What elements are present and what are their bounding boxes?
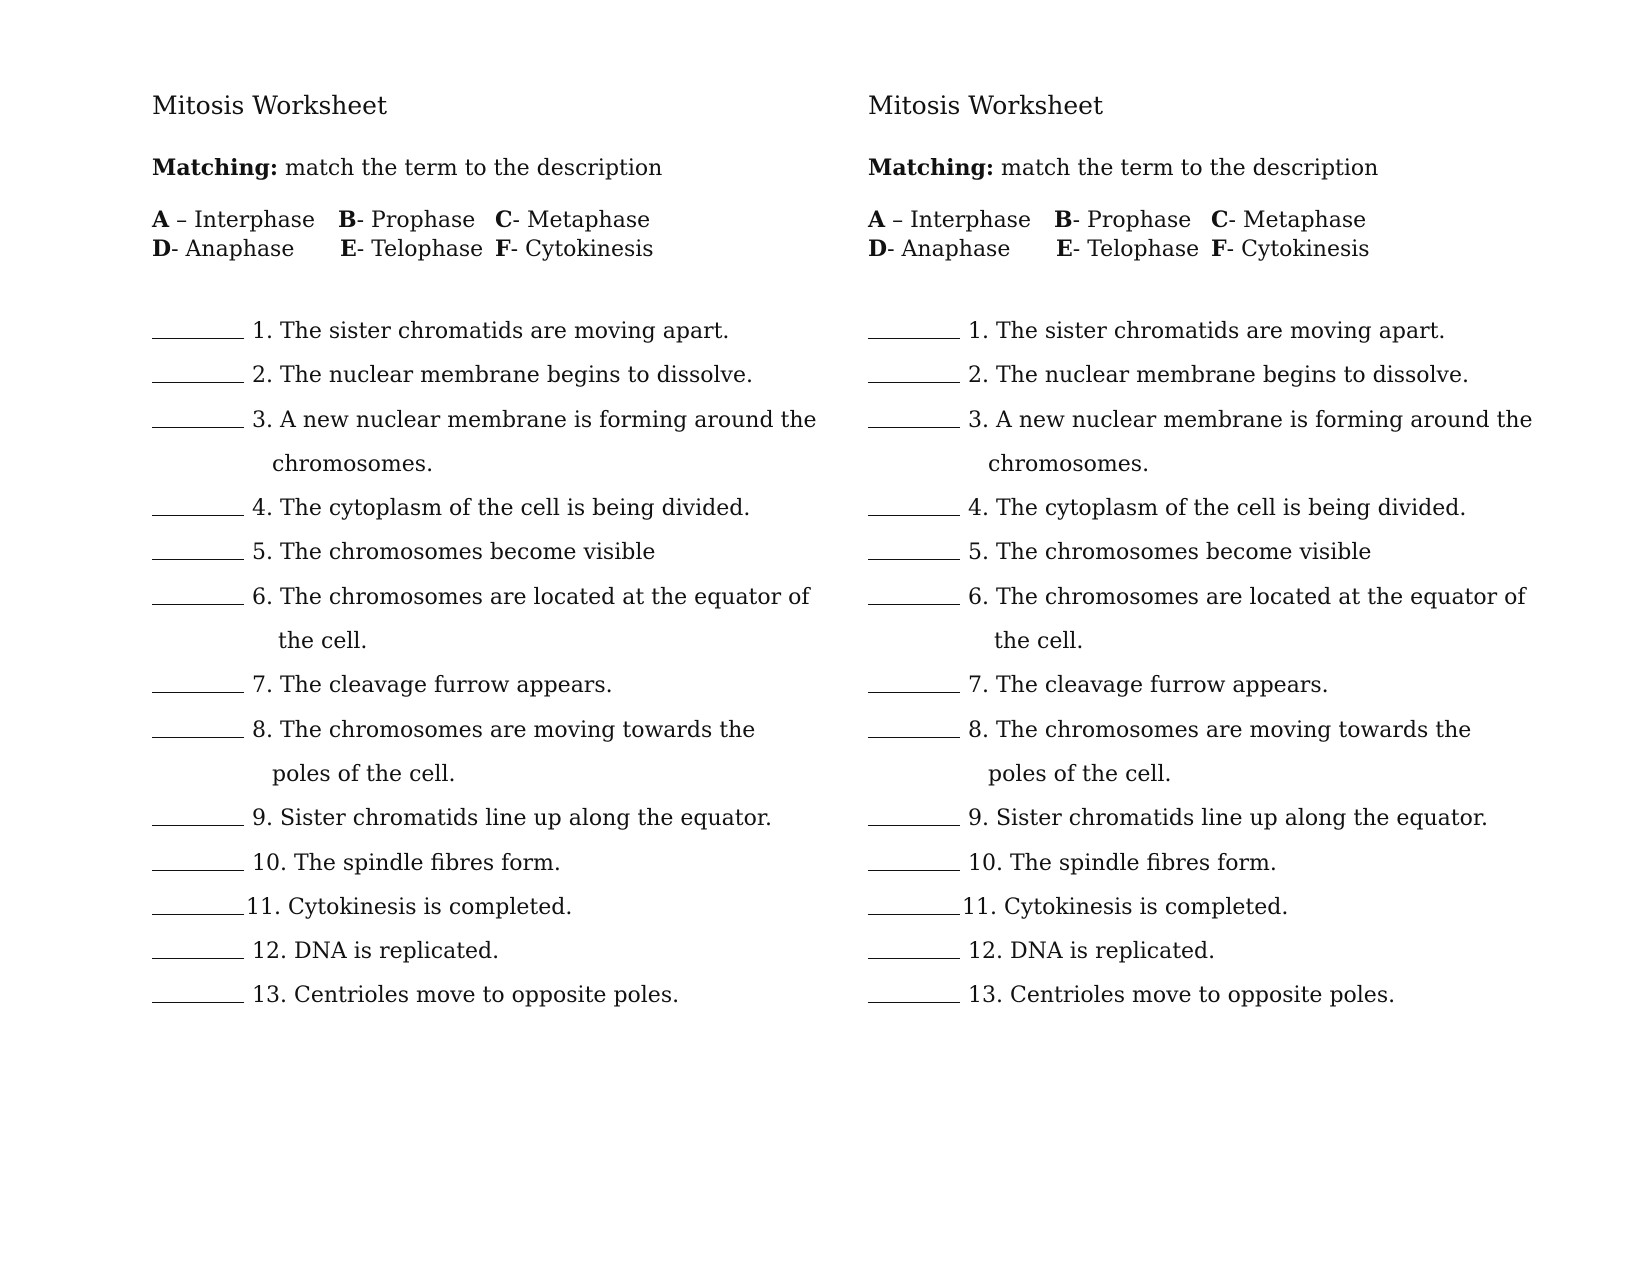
question-text: 13. Centrioles move to opposite poles.	[252, 983, 680, 1009]
answer-blank[interactable]	[152, 691, 244, 693]
term-separator: -	[171, 237, 186, 262]
instructions-text: match the term to the description	[278, 156, 663, 181]
question-item	[152, 354, 792, 398]
question-item	[868, 399, 1533, 443]
term-letter: F	[1211, 236, 1227, 262]
terms-row	[868, 206, 1508, 235]
worksheet-title: Mitosis Worksheet	[868, 91, 1104, 120]
question-text: 9. Sister chromatids line up along the equator.	[252, 806, 772, 832]
question-text: 7. The cleavage furrow appears.	[968, 673, 1329, 699]
question-text: 10. The spindle fibres form.	[968, 850, 1277, 876]
question-list	[868, 310, 1533, 1019]
question-text: 8. The chromosomes are moving towards the	[968, 717, 1472, 743]
answer-blank[interactable]	[868, 957, 960, 959]
term-name: Prophase	[371, 208, 476, 233]
question-text: 12. DNA is replicated.	[968, 939, 1216, 965]
question-item	[868, 886, 1508, 930]
question-text: 2. The nuclear membrane begins to dissolve.	[252, 363, 753, 389]
question-text: 11. Cytokinesis is completed.	[962, 894, 1289, 920]
answer-blank[interactable]	[152, 736, 244, 738]
term-separator: -	[1072, 208, 1088, 233]
term-anaphase	[152, 235, 294, 264]
instructions	[152, 152, 792, 184]
answer-blank[interactable]	[868, 426, 960, 428]
answer-blank[interactable]	[868, 337, 960, 339]
question-item	[152, 930, 792, 974]
question-item	[868, 797, 1508, 841]
question-continuation: the cell.	[278, 629, 368, 655]
answer-blank[interactable]	[152, 337, 244, 339]
question-item	[868, 531, 1508, 575]
question-text: 6. The chromosomes are located at the equator of	[968, 584, 1526, 610]
term-letter: B	[1054, 207, 1073, 233]
answer-blank[interactable]	[152, 514, 244, 516]
term-telophase	[1056, 235, 1199, 264]
answer-blank[interactable]	[868, 869, 960, 871]
term-separator: –	[885, 208, 911, 233]
question-continuation: poles of the cell.	[988, 761, 1172, 787]
term-letter: D	[868, 236, 888, 262]
terms-row	[152, 235, 792, 264]
worksheet-title: Mitosis Worksheet	[152, 91, 388, 120]
instructions-text: match the term to the description	[994, 156, 1379, 181]
question-text: 7. The cleavage furrow appears.	[252, 673, 613, 699]
term-interphase	[868, 206, 1031, 235]
question-text: 11. Cytokinesis is completed.	[246, 894, 573, 920]
term-letter: F	[495, 236, 511, 262]
question-item	[152, 842, 792, 886]
question-item	[152, 797, 792, 841]
term-name: Telophase	[1087, 237, 1200, 262]
term-separator: -	[356, 237, 372, 262]
term-name: Anaphase	[901, 237, 1011, 262]
term-anaphase	[868, 235, 1010, 264]
question-text: 8. The chromosomes are moving towards the	[252, 717, 756, 743]
terms-key	[868, 206, 1508, 264]
term-cytokinesis	[495, 235, 654, 264]
term-separator: –	[169, 208, 195, 233]
answer-blank[interactable]	[868, 824, 960, 826]
question-text: 2. The nuclear membrane begins to dissolve.	[968, 363, 1469, 389]
term-prophase	[338, 206, 475, 235]
question-text: 12. DNA is replicated.	[252, 939, 500, 965]
term-letter: B	[338, 207, 357, 233]
question-text: 5. The chromosomes become visible	[252, 540, 656, 566]
question-item	[868, 842, 1508, 886]
question-continuation: poles of the cell.	[272, 761, 456, 787]
answer-blank[interactable]	[152, 558, 244, 560]
answer-blank[interactable]	[868, 514, 960, 516]
term-separator: -	[512, 208, 527, 233]
question-item	[868, 974, 1508, 1018]
instructions-label: Matching:	[868, 155, 995, 181]
term-letter: C	[1211, 207, 1229, 233]
question-text: 6. The chromosomes are located at the equator of	[252, 584, 810, 610]
term-metaphase	[1211, 206, 1366, 235]
question-text: 1. The sister chromatids are moving apart.	[968, 319, 1446, 344]
question-text: 1. The sister chromatids are moving apart.	[252, 319, 730, 344]
term-separator: -	[1226, 237, 1242, 262]
term-name: Telophase	[371, 237, 484, 262]
question-item	[868, 576, 1526, 620]
worksheet-right	[868, 86, 1533, 1019]
question-item	[152, 664, 792, 708]
term-separator: -	[356, 208, 372, 233]
question-item	[868, 664, 1508, 708]
answer-blank[interactable]	[152, 957, 244, 959]
instructions-label: Matching:	[152, 155, 279, 181]
term-separator: -	[510, 237, 526, 262]
answer-blank[interactable]	[152, 603, 244, 605]
term-prophase	[1054, 206, 1191, 235]
terms-row	[152, 206, 792, 235]
term-letter: C	[495, 207, 513, 233]
question-text: 5. The chromosomes become visible	[968, 540, 1372, 566]
term-name: Anaphase	[185, 237, 295, 262]
answer-blank[interactable]	[868, 558, 960, 560]
answer-blank[interactable]	[868, 736, 960, 738]
question-item	[152, 709, 792, 753]
question-item	[152, 576, 810, 620]
answer-blank[interactable]	[152, 1001, 244, 1003]
question-text: 13. Centrioles move to opposite poles.	[968, 983, 1396, 1009]
answer-blank[interactable]	[868, 603, 960, 605]
question-item	[868, 310, 1508, 354]
answer-blank[interactable]	[868, 1001, 960, 1003]
question-item	[868, 930, 1508, 974]
answer-blank[interactable]	[152, 824, 244, 826]
term-separator: -	[887, 237, 902, 262]
term-letter: E	[340, 236, 357, 262]
terms-key	[152, 206, 792, 264]
question-list	[152, 310, 817, 1019]
answer-blank[interactable]	[152, 426, 244, 428]
answer-blank[interactable]	[868, 381, 960, 383]
term-separator: -	[1072, 237, 1088, 262]
answer-blank[interactable]	[868, 691, 960, 693]
term-name: Metaphase	[526, 208, 651, 233]
term-letter: A	[868, 207, 886, 233]
question-item	[868, 354, 1508, 398]
term-name: Interphase	[194, 208, 315, 233]
question-continuation: chromosomes.	[988, 451, 1150, 477]
question-text: 10. The spindle fibres form.	[252, 850, 561, 876]
term-metaphase	[495, 206, 650, 235]
term-interphase	[152, 206, 315, 235]
question-item	[868, 487, 1508, 531]
term-separator: -	[1228, 208, 1243, 233]
question-continuation: the cell.	[994, 629, 1084, 655]
term-letter: E	[1056, 236, 1073, 262]
term-cytokinesis	[1211, 235, 1370, 264]
instructions	[868, 152, 1508, 184]
question-item	[152, 974, 792, 1018]
term-letter: A	[152, 207, 170, 233]
question-item	[152, 399, 817, 443]
answer-blank[interactable]	[868, 913, 960, 915]
question-text: 9. Sister chromatids line up along the equator.	[968, 806, 1488, 832]
question-continuation: chromosomes.	[272, 451, 434, 477]
worksheet-left	[152, 86, 817, 1019]
question-text: 4. The cytoplasm of the cell is being divided.	[968, 496, 1467, 522]
question-item	[152, 310, 792, 354]
question-item	[868, 709, 1508, 753]
term-name: Cytokinesis	[525, 237, 654, 262]
answer-blank[interactable]	[152, 381, 244, 383]
term-name: Prophase	[1087, 208, 1192, 233]
term-name: Metaphase	[1242, 208, 1367, 233]
question-item	[152, 487, 792, 531]
question-text: 3. A new nuclear membrane is forming around the	[968, 407, 1533, 433]
term-telophase	[340, 235, 483, 264]
question-text: 4. The cytoplasm of the cell is being divided.	[252, 496, 751, 522]
question-item	[152, 886, 792, 930]
question-item	[152, 531, 792, 575]
terms-row	[868, 235, 1508, 264]
answer-blank[interactable]	[152, 869, 244, 871]
term-name: Cytokinesis	[1241, 237, 1370, 262]
question-text: 3. A new nuclear membrane is forming around the	[252, 407, 817, 433]
answer-blank[interactable]	[152, 913, 244, 915]
term-letter: D	[152, 236, 172, 262]
term-name: Interphase	[910, 208, 1031, 233]
